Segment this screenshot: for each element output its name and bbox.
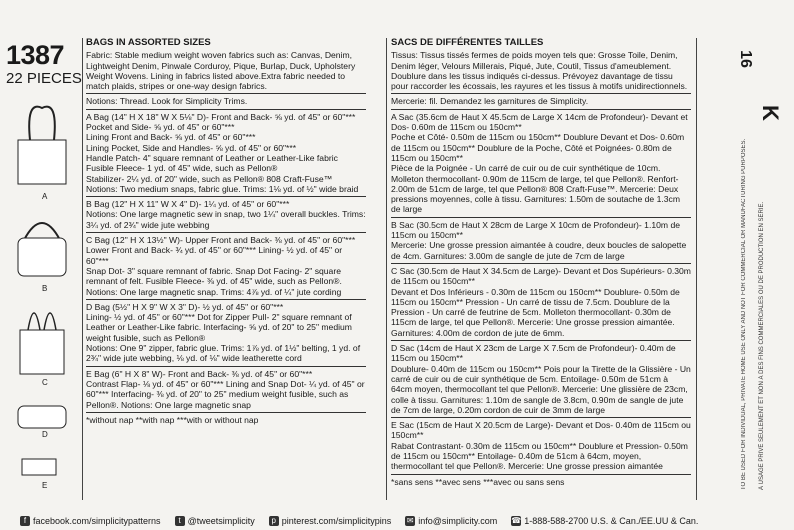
- size-16-label: 16: [737, 50, 755, 68]
- bag-e-illustration: E: [12, 455, 72, 484]
- legal-side-strip: [702, 20, 788, 500]
- bag-b-illustration: B: [12, 210, 72, 285]
- english-column: BAGS IN ASSORTED SIZES Fabric: Stable medium weight woven fabrics such as: Canvas, Denim, Lightweight Denim, Pinwale Corduroy, Pique, Burlap, Duck, Upholstery Weight Wovens. Lining in fabrics listed above.Extra fabric needed to match plaids, stripes or one-way design fabrics. Notions: Thread. Look for Simplicity Trims. A Bag (14" H X 18" W X 5⅛" D)- Front and Back- ⅝ yd. of 45" or 60"*** Pocket and Side- ⅝ yd. of 45" or 60"*** Lining Front and Back- ⅝ yd. of 45" or 60"*** Lining Pocket, Side and Handles- ⅝ yd. of 45" or 60"*** Handle Patch- 4" square remnant of Leather or Leather-Like fabric Fusible Fleece- 1 yd. of 45" wide, such as Pellon® Stabilizer- 2¼ yd. of 20" wide, such as Pellon® 808 Craft-Fuse™ Notions: Two medium snaps, fabric glue. Trims: 1⅛ yd. of ½" wide braid B Bag (12" H X 11" W X 4" D)- 1¼ yd. of 45" or 60"*** Notions: One large magnetic sew in snap, two 1¼" overall buckles. Trims: 3¼ yd. of 2¾" wide jute webbing C Bag (12" H X 13½" W)- Upper Front and Back- ⅜ yd. of 45" or 60"*** Lower Front and Back- ¾ yd. of 45" or 60"*** Lining- ½ yd. of 45" or 60"*** Snap Dot- 3" square remnant of fabric. Snap Dot Facing- 2" square remnant of felt. Fusible Fleece- ⅜ yd. of 45" wide, such as Pellon®. Notions: One large magnetic snap. Trims: 4⅞ yd. of ¼" jute cording D Bag (5½" H X 9" W X 3" D)- ½ yd. of 45" or 60"*** Lining- ½ yd. of 45" or 60"*** Dot for Zipper Pull- 2" square remnant of Leather or Leather-Like fabric. Interfacing- ⅝ yd. of 20" to 25" medium weight fusible, such as Pellon® Notions: One 9" zipper, fabric glue. Trims: 1⅞ yd. of 1½" belting, 1 yd. of 2¾" wide jute webbing, ⅛ yd. of ⅛" wide leatherette cord E Bag (6" H X 8" W)- Front and Back- ⅜ yd. of 45" or 60"*** Contrast Flap- ⅛ yd. of 45" or 60"*** Lining and Snap Dot- ¼ yd. of 45" or 60"*** Interfacing- ⅜ yd. of 20" to 25" medium weight fusible, such as Pellon®. Notions: One large magnetic snap *without nap **with nap ***with or without nap: [86, 37, 366, 425]
- divider-right: [696, 38, 697, 500]
- k-mark: K: [758, 105, 784, 121]
- phone-icon: ☎: [511, 516, 522, 525]
- footer-bar: [20, 513, 774, 529]
- french-column: SACS DE DIFFÉRENTES TAILLES Tissus: Tissus tissés fermes de poids moyen tels que: Grosse Toile, Denim, Denim léger, Velours Millerais, Piqué, Jute, Coutil, Tissus d'ameublement. Doublure dans les tissus indiqués ci-dessus. Prévoyez davantage de tissu pour raccorder les écossais, les rayures et les tissus à motifs unidirectionnels. Mercerie: fil. Demandez les garnitures de Simplicity. A Sac (35.6cm de Haut X 45.5cm de Large X 14cm de Profondeur)- Devant et Dos- 0.60m de 115cm ou 150cm** Poche et Côté- 0.50m de 115cm ou 150cm** Doublure Devant et Dos- 0.60m de 115cm ou 150cm** Doublure de la Poche, Côté et Poignées- 0.80m de 115cm ou 150cm** Pièce de la Poignée - Un carré de cuir ou de cuir synthétique de 10cm. Molleton thermocollant- 0.90m de 115cm de large, tel que Pellon®. Renfort- 2.00m de 51cm de large, tel que Pellon® 808 Craft-Fuse™. Mercerie: Deux pressions moyennes, colle à tissu. Garnitures: 1.50m de soutache de 1.3cm de large B Sac (30.5cm de Haut X 28cm de Large X 10cm de Profondeur)- 1.10m de 115cm ou 150cm** Mercerie: Une grosse pression aimantée à coudre, deux boucles de salopette de 4cm. Garnitures: 3.00m de sangle de jute de 7cm de large C Sac (30.5cm de Haut X 34.5cm de Large)- Devant et Dos Supérieurs- 0.30m de 115cm ou 150cm** Devant et Dos Inférieurs - 0.30m de 115cm ou 150cm** Doublure- 0.50m de 115cm ou 150cm** Pression - Un carré de tissu de 7.5cm. Doublure de la Pression - Un carré de feutrine de 5cm. Molleton thermocollant- 0.30m de 115cm de large, tel que Pellon®. Mercerie: Une grosse pression aimantée. Garnitures: 4.00m de cordon de jute de 6mm. D Sac (14cm de Haut X 23cm de Large X 7.5cm de Profondeur)- 0.40m de 115cm ou 150cm** Doublure- 0.40m de 115cm ou 150cm** Pois pour la Tirette de la Glissière - Un carré de cuir ou de cuir synthétique de 5cm. Entoilage- 0.50m de 51cm à 64cm moyen, thermocollant tel que Pellon®. Mercerie: Une glissière de 23cm, colle à tissu. Garnitures: 1.10m de sangle de 3.8cm, 0.90m de sangle de jute de 7cm de large, 0.20m cordon de cuir de 3mm de large E Sac (15cm de Haut X 20.5cm de Large)- Devant et Dos- 0.40m de 115cm ou 150cm** Rabat Contrastant- 0.30m de 115cm ou 150cm** Doublure et Pression- 0.50m de 115cm ou 150cm** Entoilage- 0.40m de 51cm à 64cm, moyen, thermocollant tel que Pellon®. Mercerie: Une grosse pression aimantée *sans sens **avec sens ***avec ou sans sens: [391, 37, 691, 487]
- legal-text-fr: À USAGE PRIVÉ SEULEMENT ET NON À DES FINS COMMERCIALES OU DE PRODUCTION EN SÉRIE.: [759, 201, 765, 490]
- footer-phone[interactable]: ☎ 1-888-588-2700 U.S. & Can./EE.UU & Can.: [511, 516, 699, 526]
- footer-facebook[interactable]: f facebook.com/simplicitypatterns: [20, 516, 161, 526]
- bag-a-illustration: A: [12, 100, 72, 195]
- twitter-icon: t: [175, 516, 185, 526]
- divider-left: [82, 38, 83, 500]
- facebook-icon: f: [20, 516, 30, 526]
- divider-middle: [386, 38, 387, 500]
- pinterest-icon: p: [269, 516, 279, 526]
- bag-d-illustration: D: [12, 400, 72, 435]
- footer-pinterest[interactable]: p pinterest.com/simplicitypins: [269, 516, 392, 526]
- pattern-number: 1387: [6, 40, 65, 70]
- email-icon: ✉: [406, 516, 414, 525]
- footer-email[interactable]: ✉ info@simplicity.com: [406, 516, 498, 526]
- pieces-count: 22 PIECES: [6, 70, 82, 87]
- bag-c-illustration: C: [12, 300, 72, 385]
- legal-text-en: TO BE USED FOR INDIVIDUAL, PRIVATE HOME USE ONLY AND NOT FOR COMMERCIAL OR MANUFACTURING PURPOSES.: [741, 138, 747, 490]
- bag-thumbnails: [12, 100, 76, 500]
- footer-twitter[interactable]: t @tweetsimplicity: [175, 516, 255, 526]
